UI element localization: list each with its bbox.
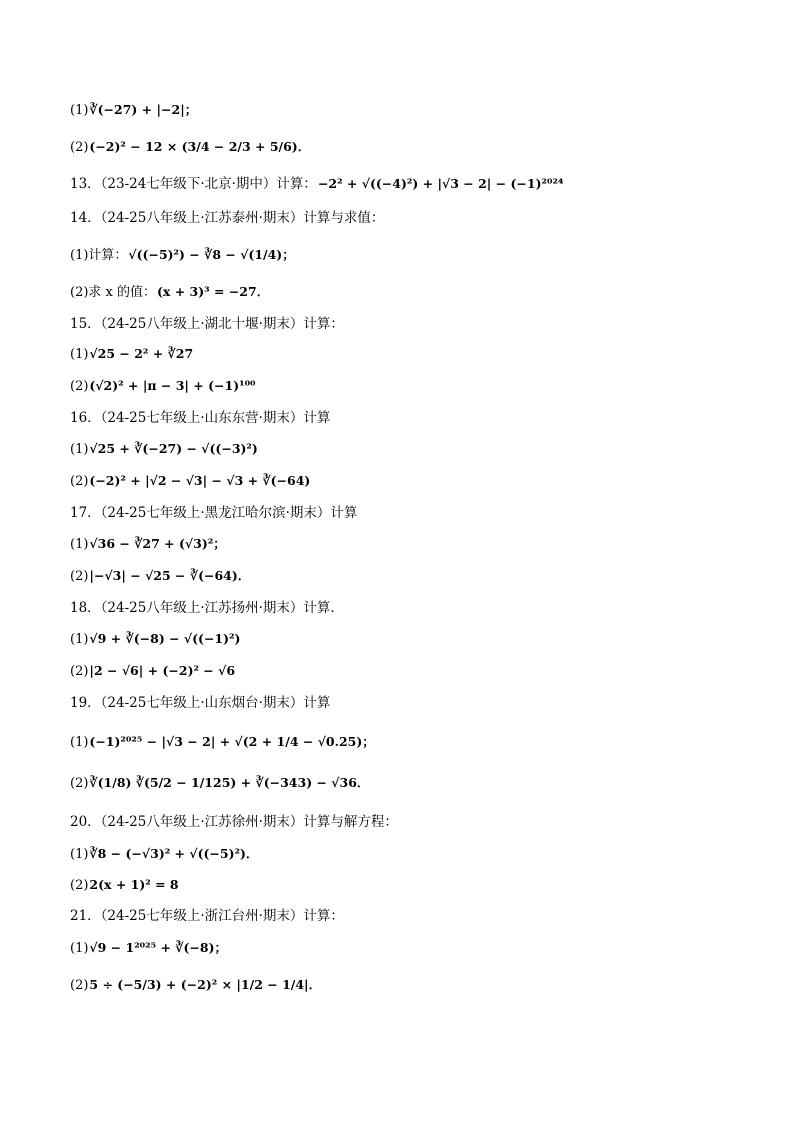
- problem-heading-14: 14．（24-25八年级上·江苏泰州·期末）计算与求值：: [70, 210, 385, 226]
- problem-heading-20: 20．（24-25八年级上·江苏徐州·期末）计算与解方程：: [70, 814, 398, 830]
- problem-line: (2)(−2)² + |√2 − √3| − √3 + ∛(−64): [70, 473, 311, 489]
- problem-heading-15: 15．（24-25八年级上·湖北十堰·期末）计算：: [70, 316, 344, 332]
- problem-heading-19: 19．（24-25七年级上·山东烟台·期末）计算: [70, 695, 331, 711]
- problem-line: (2)(√2)² + |π − 3| + (−1)¹⁰⁰: [70, 378, 256, 394]
- problem-line: (2)求 x 的值：(x + 3)³ = −27．: [70, 284, 270, 300]
- problem-heading-17: 17．（24-25七年级上·黑龙江哈尔滨·期末）计算: [70, 505, 358, 521]
- problem-line: (1)√25 − 2² + ∛27: [70, 346, 194, 362]
- problem-heading-18: 18．（24-25八年级上·江苏扬州·期末）计算．: [70, 600, 344, 616]
- problem-line: (2)2(x + 1)² = 8: [70, 877, 179, 893]
- problem-line: (2)|2 − √6| + (−2)² − √6: [70, 663, 236, 679]
- problem-line: (1)(−1)²⁰²⁵ − |√3 − 2| + √(2 + 1/4 − √0.25)；: [70, 734, 375, 750]
- problem-line: (1)√25 + ∛(−27) − √((−3)²): [70, 441, 258, 457]
- problem-heading-16: 16．（24-25七年级上·山东东营·期末）计算: [70, 410, 331, 426]
- problem-line: (1)计算：√((−5)²) − ∛8 − √(1/4)；: [70, 247, 295, 263]
- problem-line: (2)5 ÷ (−5/3) + (−2)² × |1/2 − 1/4|．: [70, 977, 322, 993]
- problem-line: (1)√9 + ∛(−8) − √((−1)²): [70, 631, 241, 647]
- problem-line: (1)∛(−27) + |−2|；: [70, 102, 198, 118]
- problem-line: (1)√36 − ∛27 + (√3)²；: [70, 536, 226, 552]
- problem-line: (2)∛(1/8) ∛(5/2 − 1/125) + ∛(−343) − √36．: [70, 775, 370, 791]
- problem-heading-13: 13．（23-24七年级下·北京·期中）计算：−2² + √((−4)²) + |√3 − 2| − (−1)²⁰²⁴: [70, 176, 564, 192]
- problem-line: (1)∛8 − (−√3)² + √((−5)²)．: [70, 846, 259, 862]
- problem-heading-21: 21．（24-25七年级上·浙江台州·期末）计算：: [70, 908, 344, 924]
- problem-line: (1)√9 − 1²⁰²⁵ + ∛(−8)；: [70, 940, 228, 956]
- problem-line: (2)|−√3| − √25 − ∛(−64)．: [70, 568, 251, 584]
- problem-line: (2)(−2)² − 12 × (3/4 − 2/3 + 5/6)．: [70, 139, 311, 155]
